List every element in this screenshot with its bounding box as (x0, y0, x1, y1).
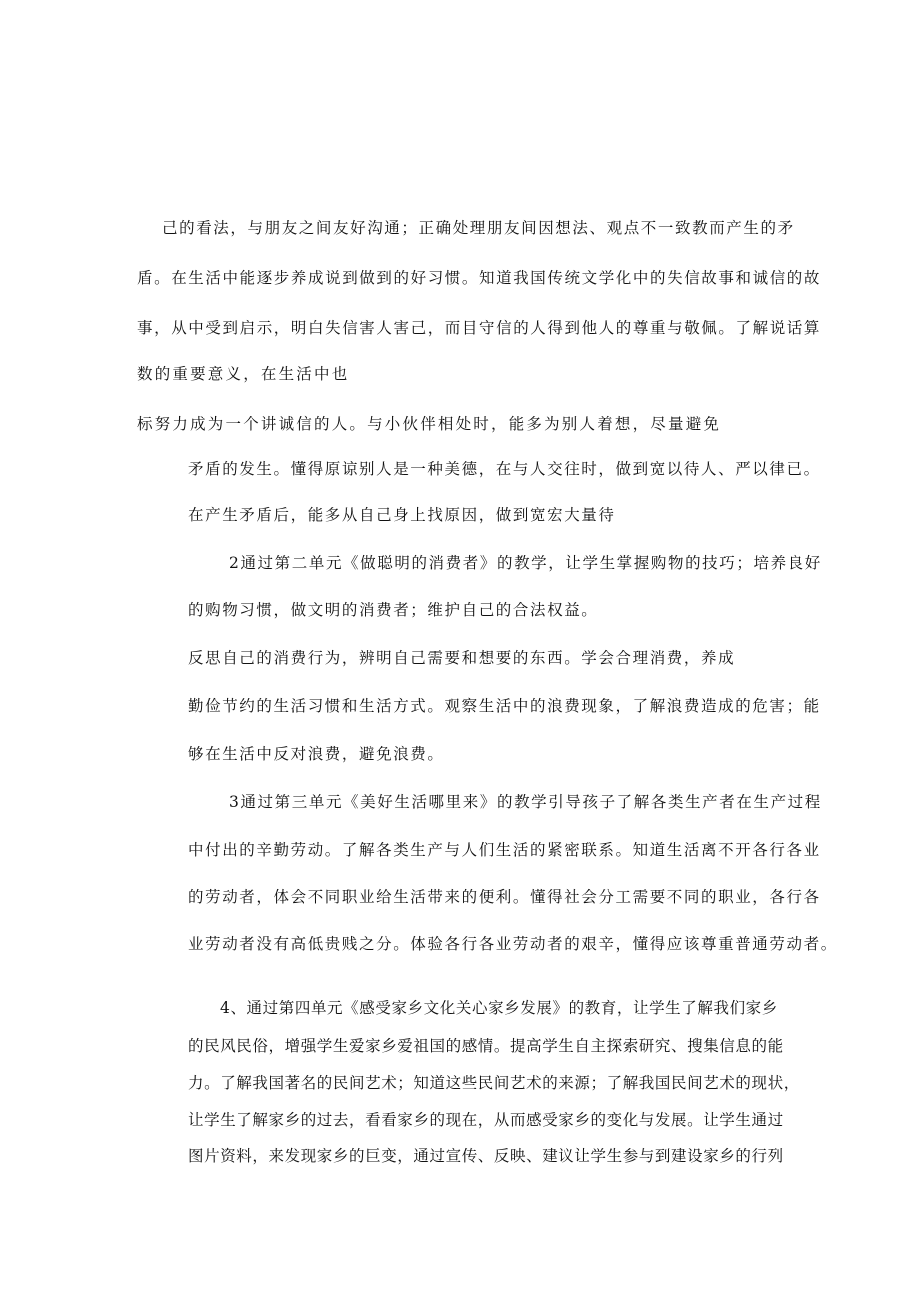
text-line: 业劳动者没有高低贵贱之分。体验各行各业劳动者的艰辛，懂得应该尊重普通劳动者。 (188, 935, 838, 953)
text-line: 盾。在生活中能逐步养成说到做到的好习惯。知道我国传统文学化中的失信故事和诚信的故 (137, 269, 822, 287)
text-line: 让学生了解家乡的过去，看看家乡的现在，从而感受家乡的变化与发展。让学生通过 (188, 1111, 784, 1129)
text-line: 力。了解我国著名的民间艺术；知道这些民间艺术的来源；了解我国民间艺术的现状， (188, 1074, 800, 1092)
text-line: 反思自己的消费行为，辨明自己需要和想要的东西。学会合理消费，养成 (188, 649, 736, 667)
text-line: 2通过第二单元《做聪明的消费者》的教学，让学生掌握购物的技巧；培养良好 (229, 554, 822, 572)
text-line: 矛盾的发生。懂得原谅别人是一种美德，在与人交往时，做到宽以待人、严以律已。 (188, 460, 821, 478)
text-line: 勤俭节约的生活习惯和生活方式。观察生活中的浪费现象，了解浪费造成的危害；能 (188, 697, 821, 715)
text-line: 在产生矛盾后，能多从自己身上找原因，做到宽宏大量待 (188, 506, 616, 524)
text-line: 的购物习惯，做文明的消费者；维护自己的合法权益。 (188, 601, 599, 619)
text-line: 4、通过第四单元《感受家乡文化关心家乡发展》的教育，让学生了解我们家乡 (220, 999, 778, 1017)
text-line: 图片资料，来发现家乡的巨变，通过宣传、反映、建议让学生参与到建设家乡的行列 (188, 1147, 784, 1165)
text-line: 数的重要意义，在生活中也 (137, 365, 350, 383)
text-line: 中付出的辛勤劳动。了解各类生产与人们生活的紧密联系。知道生活离不开各行各业 (188, 841, 821, 859)
text-line: 的民风民俗，增强学生爱家乡爱祖国的感情。提高学生自主探索研究、搜集信息的能 (188, 1037, 784, 1055)
text-line: 标努力成为一个讲诚信的人。与小伙伴相处时，能多为别人着想，尽量避免 (137, 415, 722, 433)
text-line: 够在生活中反对浪费，避免浪费。 (188, 745, 445, 763)
text-line: 事，从中受到启示，明白失信害人害己，而目守信的人得到他人的尊重与敬佩。了解说话算 (137, 319, 822, 337)
text-line: 的劳动者，体会不同职业给生活带来的便利。懂得社会分工需要不同的职业，各行各 (188, 888, 821, 906)
text-line: 己的看法，与朋友之间友好沟通；正确处理朋友间因想法、观点不一致教而产生的矛 (162, 219, 795, 237)
text-line: 3通过第三单元《美好生活哪里来》的教学引导孩子了解各类生产者在生产过程 (229, 793, 822, 811)
